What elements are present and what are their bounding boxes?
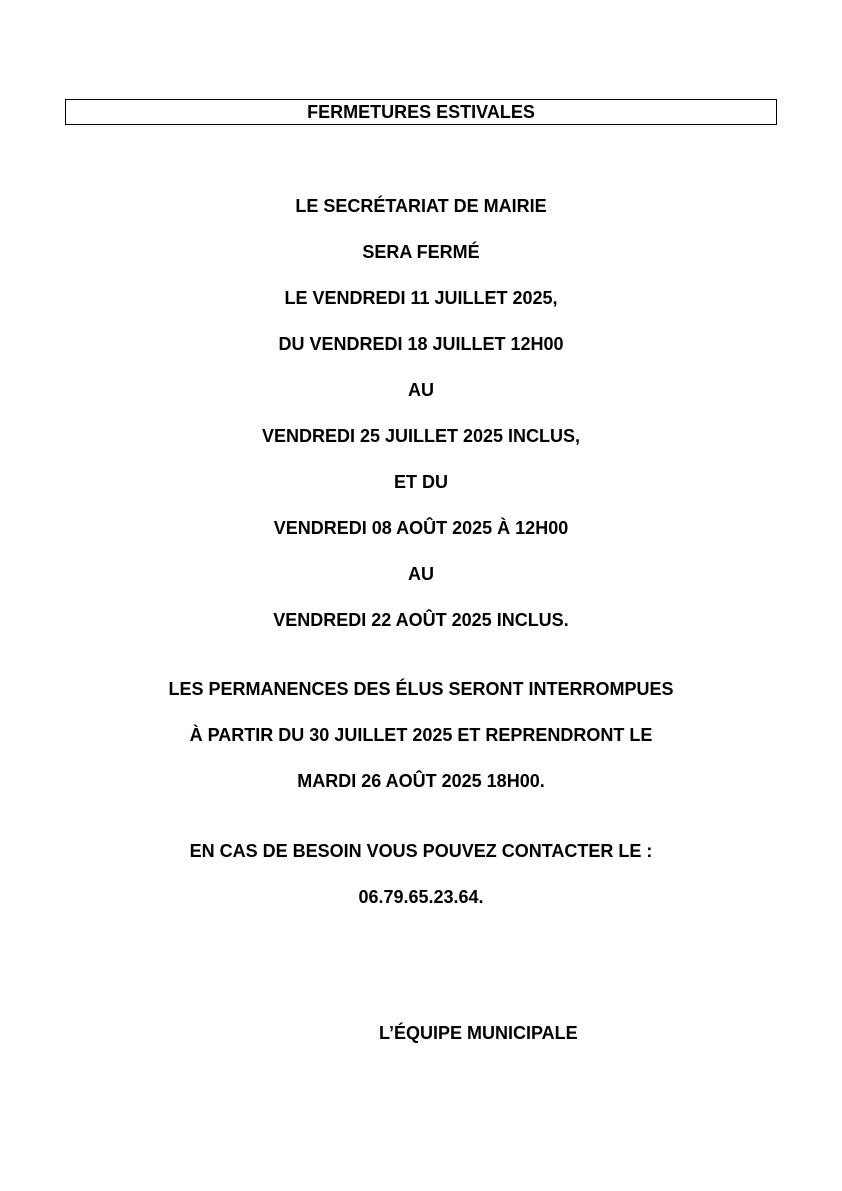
closure-line-9: AU (408, 564, 434, 584)
closure-line-10: VENDREDI 22 AOÛT 2025 INCLUS. (273, 610, 569, 630)
title-box (65, 99, 777, 125)
page-title: FERMETURES ESTIVALES (307, 102, 535, 122)
contact-text: EN CAS DE BESOIN VOUS POUVEZ CONTACTER LE : (189, 841, 653, 861)
signature: L’ÉQUIPE MUNICIPALE (379, 1023, 578, 1043)
permanences-line-1: LES PERMANENCES DES ÉLUS SERONT INTERROMPUES (168, 679, 674, 699)
contact-phone: 06.79.65.23.64. (358, 887, 484, 907)
closure-line-5: AU (408, 380, 434, 400)
closure-line-8: VENDREDI 08 AOÛT 2025 À 12H00 (273, 518, 569, 538)
permanences-line-3: MARDI 26 AOÛT 2025 18H00. (297, 771, 545, 791)
closure-line-7: ET DU (394, 472, 448, 492)
closure-line-1: LE SECRÉTARIAT DE MAIRIE (295, 196, 547, 216)
permanences-line-2: À PARTIR DU 30 JUILLET 2025 ET REPRENDRONT LE (189, 725, 653, 745)
closure-line-4: DU VENDREDI 18 JUILLET 12H00 (278, 334, 564, 354)
closure-line-6: VENDREDI 25 JUILLET 2025 INCLUS, (261, 426, 581, 446)
closure-line-2: SERA FERMÉ (362, 242, 480, 262)
closure-line-3: LE VENDREDI 11 JUILLET 2025, (284, 288, 558, 308)
